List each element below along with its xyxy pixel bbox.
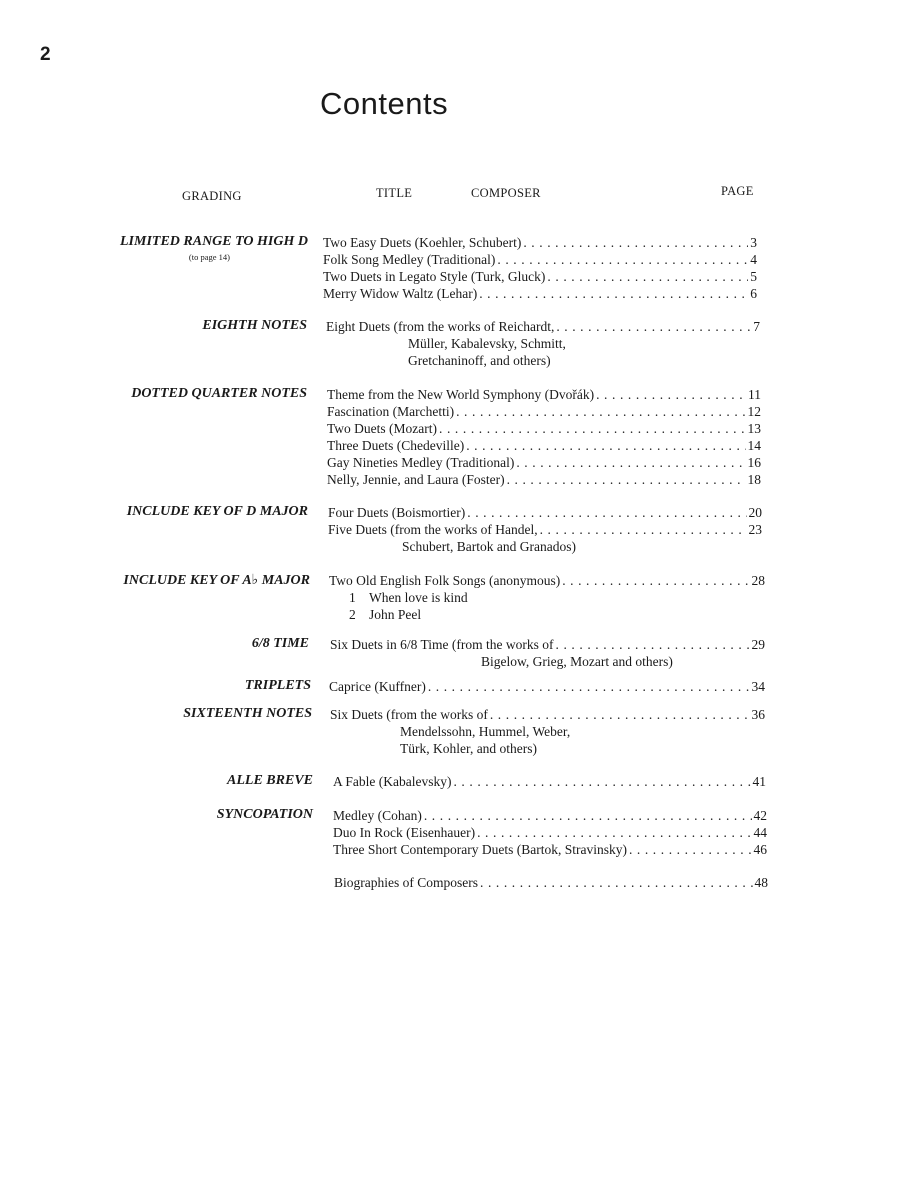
entry-title: Two Duets (Mozart) — [327, 421, 438, 436]
grading-label: DOTTED QUARTER NOTES — [131, 386, 307, 401]
entry-continuation: Müller, Kabalevsky, Schmitt, — [408, 336, 566, 351]
entry-page: 46 — [753, 842, 767, 857]
entry-page: 3 — [750, 235, 757, 250]
toc-entry — [323, 234, 757, 251]
subitem — [329, 589, 765, 606]
toc-entry — [330, 636, 765, 653]
entry-title: Three Duets (Chedeville) — [327, 438, 465, 453]
entry-title: Two Easy Duets (Koehler, Schubert) — [323, 235, 522, 250]
entry-page: 14 — [747, 438, 761, 453]
toc-entry — [327, 403, 761, 420]
entry-page: 28 — [751, 573, 765, 588]
grading-label: EIGHTH NOTES — [202, 318, 307, 333]
entry-continuation: Mendelssohn, Hummel, Weber, — [400, 724, 571, 739]
entry-page: 18 — [747, 472, 761, 487]
header-composer: COMPOSER — [471, 186, 541, 200]
entry-title: Theme from the New World Symphony (Dvořák) — [327, 387, 595, 402]
toc-entry — [323, 285, 757, 302]
toc-entry — [333, 841, 767, 858]
toc-entry — [323, 268, 757, 285]
entry-title: Three Short Contemporary Duets (Bartok, Stravinsky) — [333, 842, 627, 857]
entry-page: 34 — [751, 679, 765, 694]
entry-page: 16 — [747, 455, 761, 470]
grading-label: TRIPLETS — [244, 678, 311, 693]
entry-title: Six Duets (from the works of — [330, 707, 488, 722]
toc-entry — [333, 773, 766, 790]
entry-title: Six Duets in 6/8 Time (from the works of — [330, 637, 554, 652]
entry-title: Eight Duets (from the works of Reichardt, — [326, 319, 555, 334]
toc-entry — [327, 386, 761, 403]
entry-title: Caprice (Kuffner) — [329, 679, 426, 694]
entry-page: 29 — [751, 637, 765, 652]
subitem-text: When love is kind — [369, 590, 468, 605]
entry-page: 4 — [750, 252, 757, 267]
toc-entry — [334, 874, 768, 891]
grading-label: SIXTEENTH NOTES — [183, 706, 312, 721]
entry-page: 36 — [751, 707, 765, 722]
toc-entry — [329, 572, 765, 589]
grading-label: 6/8 TIME — [251, 636, 309, 651]
entry-title: Fascination (Marchetti) — [327, 404, 455, 419]
entry-page: 11 — [748, 387, 761, 402]
header-page: PAGE — [721, 184, 754, 198]
entry-title: A Fable (Kabalevsky) — [333, 774, 452, 789]
toc-entry — [327, 454, 761, 471]
toc-entry — [333, 824, 767, 841]
entry-title: Gay Nineties Medley (Traditional) — [327, 455, 515, 470]
entry-page: 7 — [753, 319, 760, 334]
entry-page: 6 — [750, 286, 757, 301]
entry-page: 23 — [748, 522, 762, 537]
entry-page: 42 — [753, 808, 767, 823]
toc-entry — [333, 807, 767, 824]
header-title: TITLE — [376, 186, 413, 200]
entry-title: Medley (Cohan) — [333, 808, 422, 823]
entry-continuation: Bigelow, Grieg, Mozart and others) — [481, 654, 673, 669]
subitem — [329, 606, 765, 623]
entry-title: Four Duets (Boismortier) — [328, 505, 466, 520]
entry-page: 12 — [747, 404, 761, 419]
entry-continuation: Schubert, Bartok and Granados) — [402, 539, 576, 554]
header-grading: GRADING — [182, 189, 242, 203]
entry-title: Biographies of Composers — [334, 875, 478, 890]
entry-page: 13 — [747, 421, 761, 436]
entry-page: 41 — [752, 774, 766, 789]
toc-entry — [330, 706, 765, 723]
page-title: Contents — [320, 86, 449, 121]
entry-title: Folk Song Medley (Traditional) — [323, 252, 496, 267]
grading-label: LIMITED RANGE TO HIGH D — [120, 234, 308, 249]
entry-page: 44 — [753, 825, 767, 840]
entry-page: 5 — [750, 269, 757, 284]
grading-label: ALLE BREVE — [227, 773, 313, 788]
toc-entry — [329, 678, 765, 695]
toc-entry — [327, 437, 761, 454]
entry-continuation: Gretchaninoff, and others) — [408, 353, 551, 368]
entry-page: 20 — [748, 505, 762, 520]
grading-label: INCLUDE KEY OF D MAJOR — [126, 504, 308, 519]
entry-title: Duo In Rock (Eisenhauer) — [333, 825, 476, 840]
entry-title: Merry Widow Waltz (Lehar) — [323, 286, 478, 301]
grading-label: SYNCOPATION — [216, 807, 313, 822]
toc-entry — [323, 251, 757, 268]
entry-title: Nelly, Jennie, and Laura (Foster) — [327, 472, 505, 487]
subitem-text: John Peel — [369, 607, 422, 622]
entry-title: Two Old English Folk Songs (anonymous) — [329, 573, 561, 588]
toc-entry — [327, 471, 761, 488]
toc-entry — [328, 504, 762, 521]
toc-entry — [326, 318, 760, 335]
entry-title: Two Duets in Legato Style (Turk, Gluck) — [323, 269, 546, 284]
subitem-number: 1 — [349, 590, 356, 605]
toc-entry — [327, 420, 761, 437]
entry-continuation: Türk, Kohler, and others) — [400, 741, 538, 756]
grading-note: (to page 14) — [188, 252, 230, 262]
toc-entry — [328, 521, 762, 538]
grading-label: INCLUDE KEY OF A♭ MAJOR — [123, 573, 310, 588]
entry-title: Five Duets (from the works of Handel, — [328, 522, 538, 537]
subitem-number: 2 — [349, 607, 356, 622]
page-number: 2 — [40, 44, 51, 65]
entry-page: 48 — [754, 875, 768, 890]
